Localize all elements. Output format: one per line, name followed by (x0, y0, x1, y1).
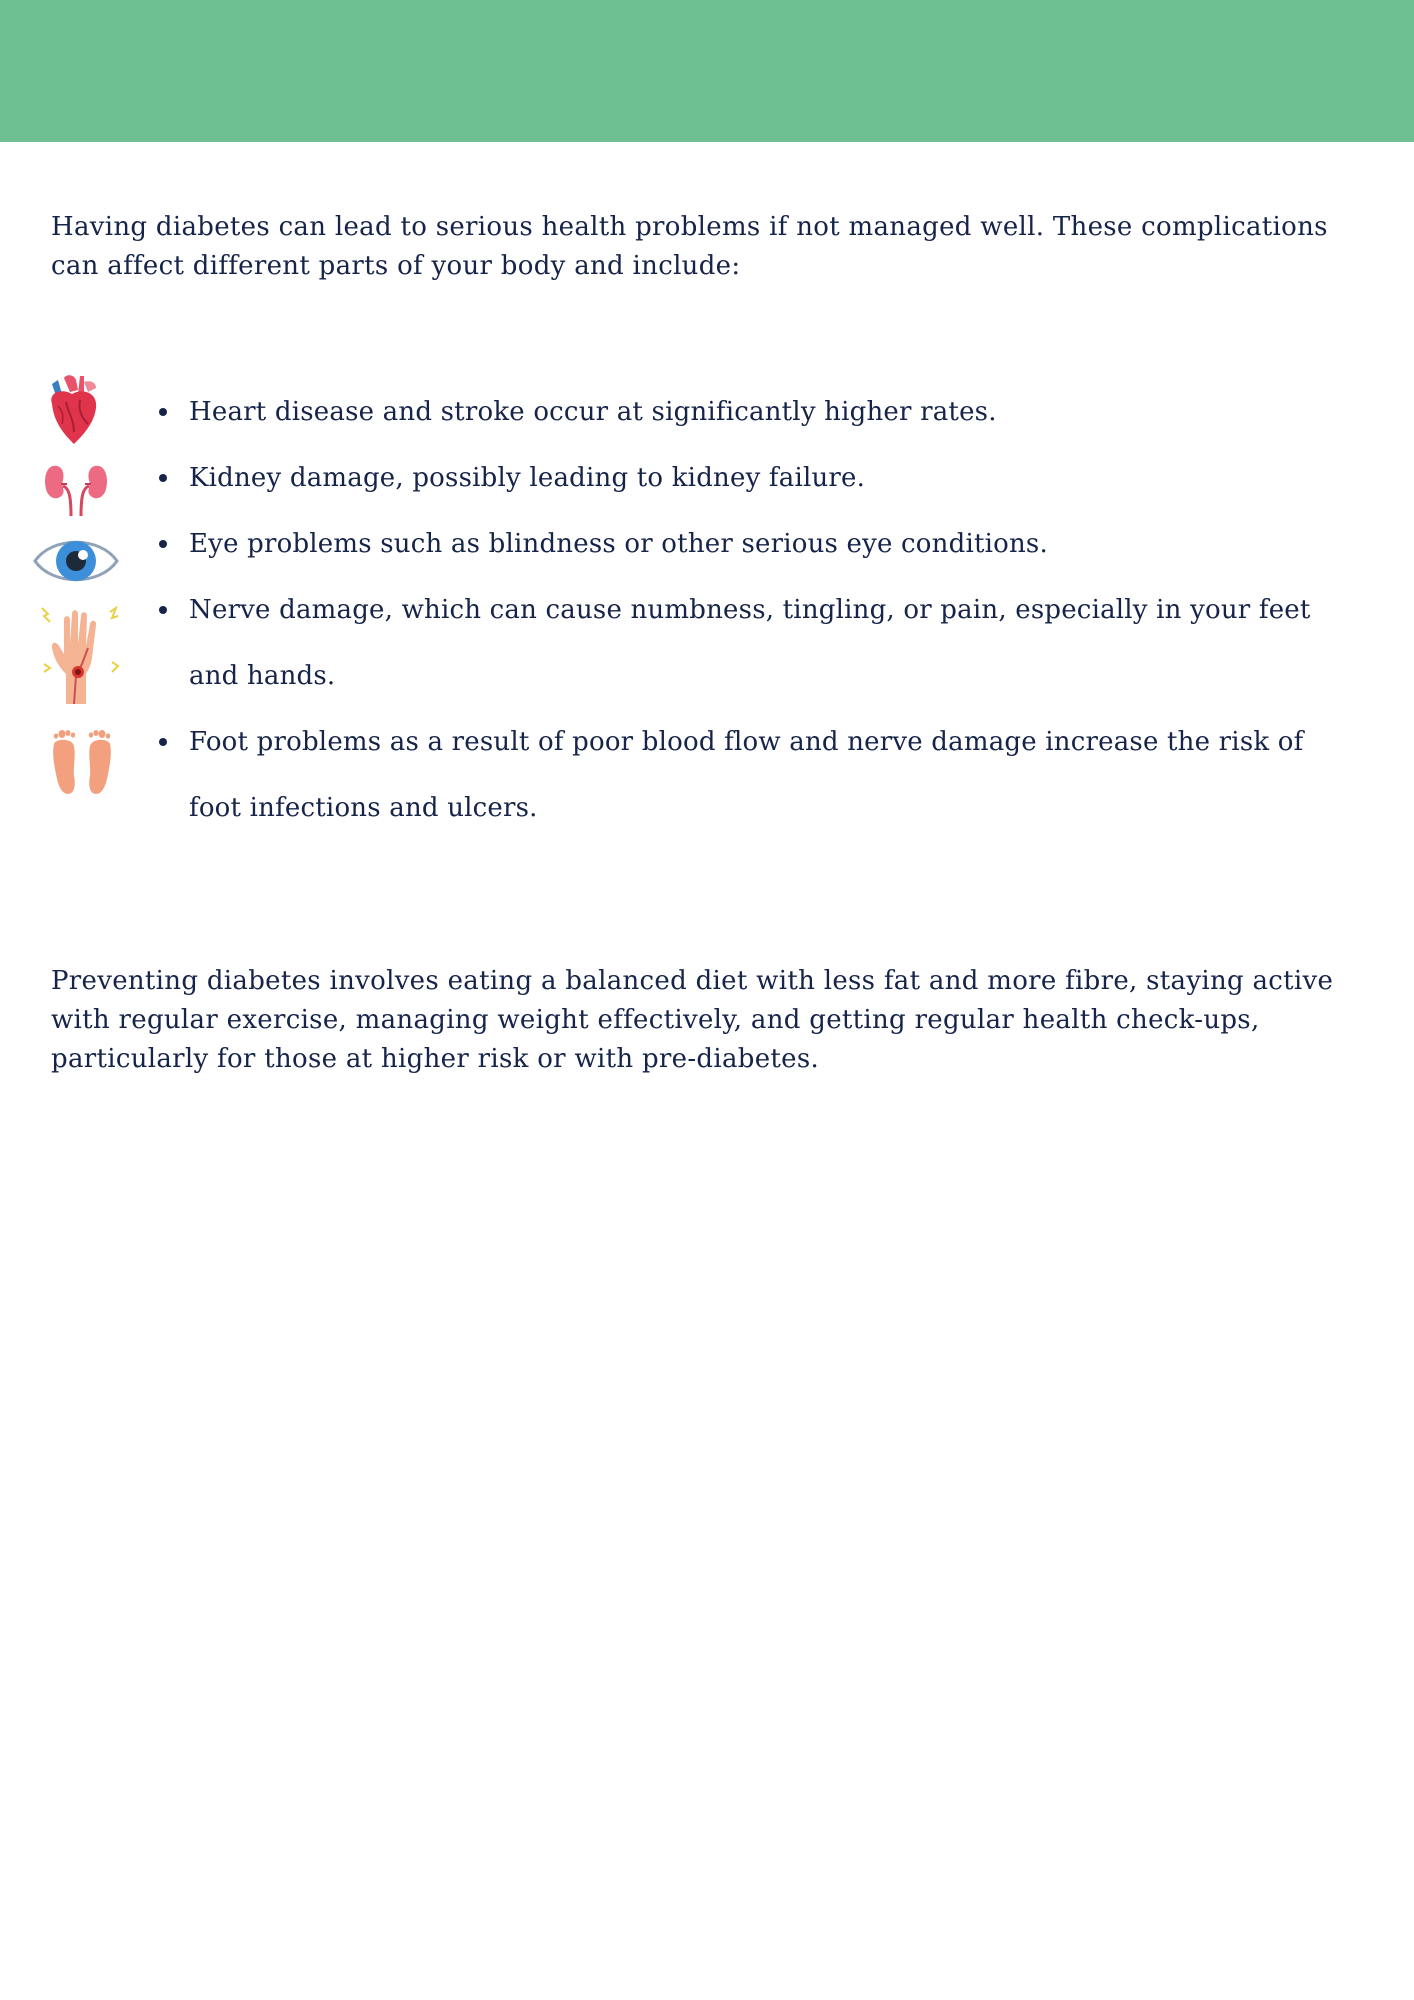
header-bar (0, 0, 1414, 142)
hand-nerve-icon (36, 604, 122, 706)
eye-icon (32, 532, 120, 590)
list-item: Foot problems as a result of poor blood flow and nerve damage increase the risk of foot infections and ulcers. (150, 709, 1350, 841)
complications-list (150, 379, 1350, 841)
list-item: Nerve damage, which can cause numbness, tingling, or pain, especially in your feet and hands. (150, 577, 1350, 709)
heart-icon (44, 374, 102, 446)
prevention-paragraph: Preventing diabetes involves eating a balanced diet with less fat and more fibre, staying active with regular exercise, managing weight effectively, and getting regular health check-ups, particularly for those at higher risk or with pre-diabetes. (51, 966, 1334, 1074)
list-item: Eye problems such as blindness or other serious eye conditions. (150, 511, 1350, 577)
list-item: Kidney damage, possibly leading to kidney failure. (150, 445, 1350, 511)
intro-paragraph: Having diabetes can lead to serious health problems if not managed well. These complications can affect different parts of your body and include: (51, 212, 1328, 281)
list-item: Heart disease and stroke occur at significantly higher rates. (150, 379, 1350, 445)
kidney-icon (43, 462, 109, 518)
feet-icon (48, 730, 116, 796)
